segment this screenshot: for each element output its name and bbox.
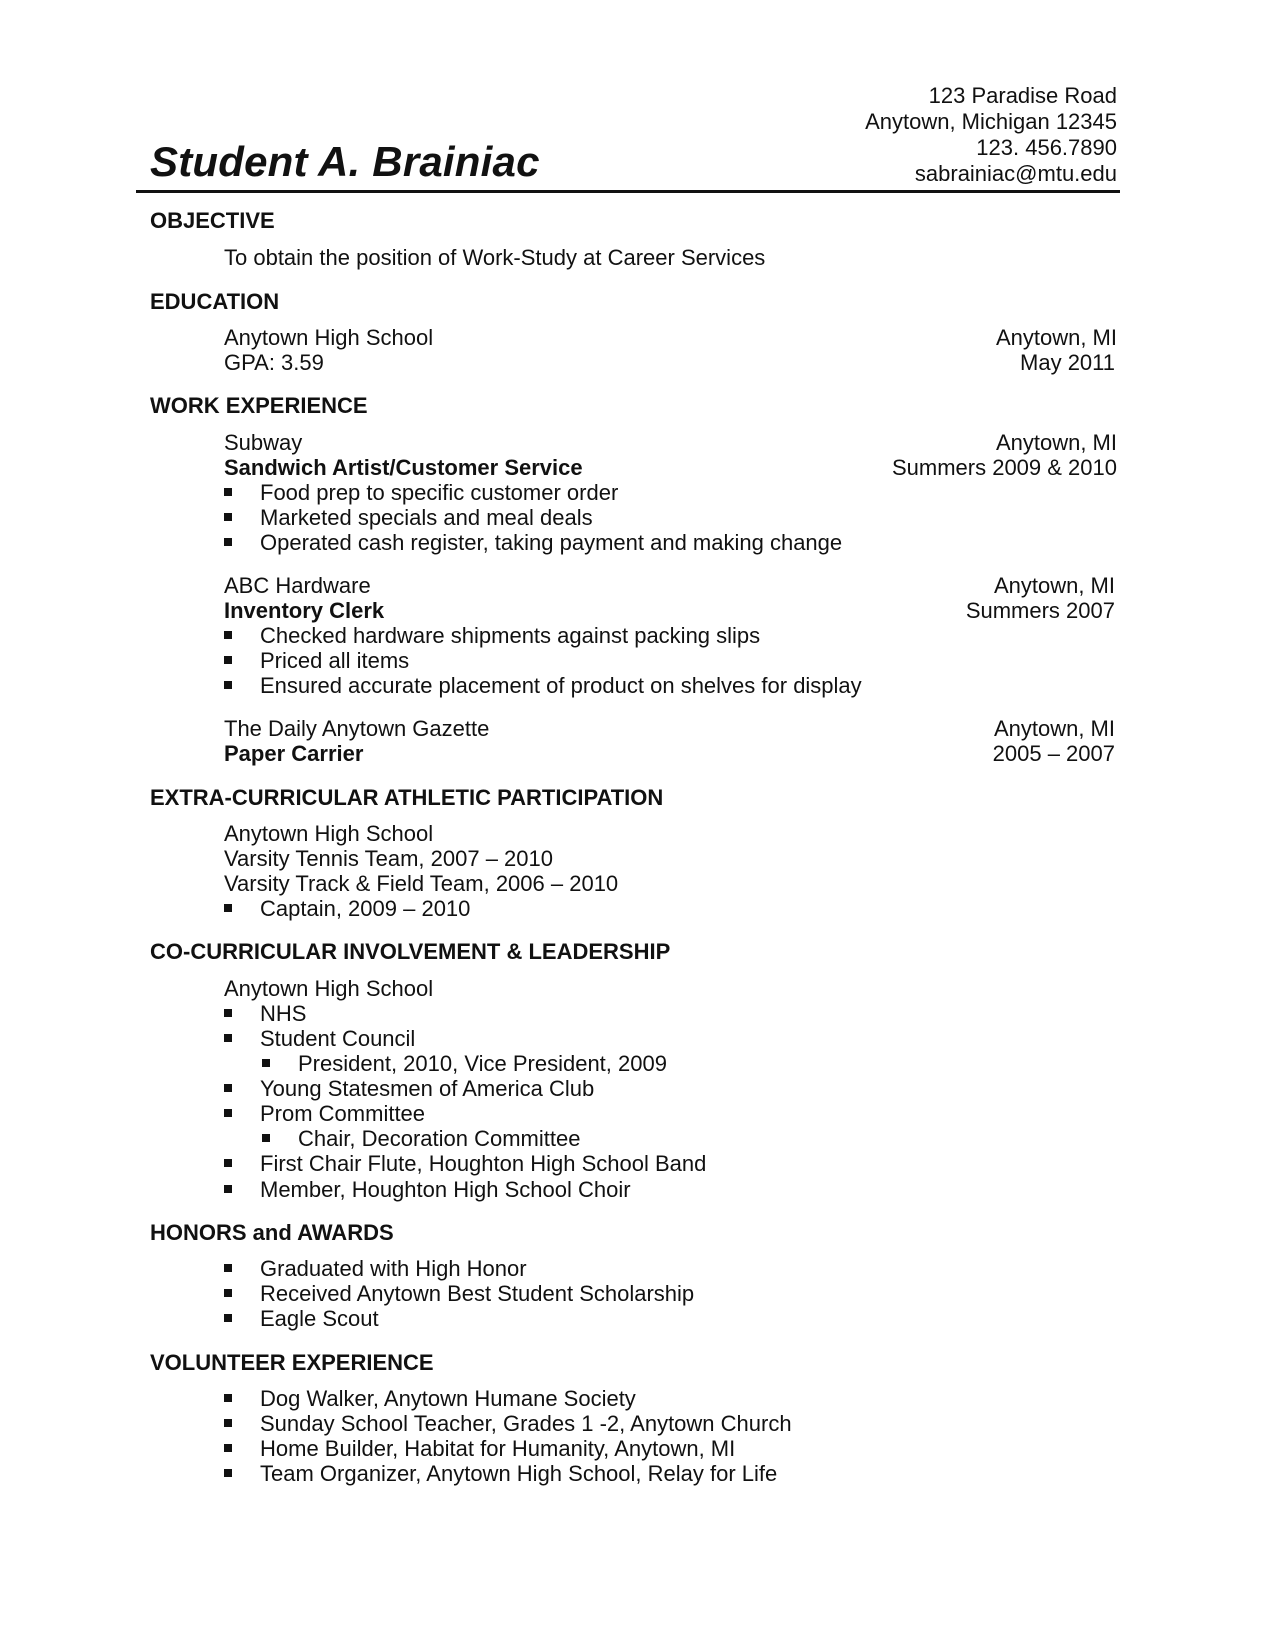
athletic-line: Anytown High School [224, 821, 434, 846]
list-item: Student Council [224, 1026, 415, 1052]
job-location: Anytown, MI [993, 573, 1115, 598]
email-address: sabrainiac@mtu.edu [914, 161, 1117, 186]
bullet-icon [224, 1084, 232, 1092]
bullet-icon [224, 904, 232, 912]
list-item: Prom Committee [224, 1101, 425, 1127]
job-location: Anytown, MI [995, 430, 1117, 455]
list-item: Checked hardware shipments against packing slips [224, 623, 760, 649]
bullet-icon [224, 631, 232, 639]
bullet-icon [224, 1159, 232, 1167]
address-line-2: Anytown, Michigan 12345 [865, 109, 1117, 134]
list-item: Received Anytown Best Student Scholarship [224, 1281, 694, 1307]
bullet-icon [224, 1264, 232, 1272]
bullet-icon [224, 1469, 232, 1477]
list-item: Chair, Decoration Committee [262, 1126, 580, 1152]
list-item: Young Statesmen of America Club [224, 1076, 594, 1102]
job-employer: Subway [224, 430, 303, 455]
address-line-1: 123 Paradise Road [928, 83, 1117, 108]
bullet-icon [224, 1289, 232, 1297]
list-item: Captain, 2009 – 2010 [224, 896, 470, 922]
list-item: Marketed specials and meal deals [224, 505, 593, 531]
job-role: Paper Carrier [224, 741, 364, 766]
bullet-icon [262, 1134, 270, 1142]
education-heading: EDUCATION [150, 289, 280, 314]
bullet-icon [224, 1314, 232, 1322]
bullet-icon [224, 1394, 232, 1402]
athletic-heading: EXTRA-CURRICULAR ATHLETIC PARTICIPATION [150, 785, 664, 810]
list-item: Ensured accurate placement of product on shelves for display [224, 673, 862, 699]
education-gpa: GPA: 3.59 [224, 350, 324, 375]
list-item: Team Organizer, Anytown High School, Relay for Life [224, 1461, 777, 1487]
athletic-line: Varsity Tennis Team, 2007 – 2010 [224, 846, 553, 871]
list-item: Member, Houghton High School Choir [224, 1177, 631, 1203]
objective-text: To obtain the position of Work-Study at Career Services [224, 245, 766, 270]
list-item: Home Builder, Habitat for Humanity, Anytown, MI [224, 1436, 735, 1462]
list-item: First Chair Flute, Houghton High School Band [224, 1151, 706, 1177]
bullet-icon [224, 656, 232, 664]
job-role: Inventory Clerk [224, 598, 385, 623]
job-employer: The Daily Anytown Gazette [224, 716, 490, 741]
bullet-icon [224, 681, 232, 689]
list-item: Sunday School Teacher, Grades 1 -2, Anytown Church [224, 1411, 792, 1437]
job-dates: Summers 2007 [965, 598, 1115, 623]
bullet-icon [224, 538, 232, 546]
athletic-line: Varsity Track & Field Team, 2006 – 2010 [224, 871, 619, 896]
work-heading: WORK EXPERIENCE [150, 393, 368, 418]
list-item: Operated cash register, taking payment and making change [224, 530, 842, 556]
list-item: Eagle Scout [224, 1306, 379, 1332]
education-date: May 2011 [1020, 350, 1115, 375]
list-item: Priced all items [224, 648, 409, 674]
bullet-icon [224, 1009, 232, 1017]
bullet-icon [224, 1444, 232, 1452]
phone-number: 123. 456.7890 [976, 135, 1117, 160]
candidate-name: Student A. Brainiac [150, 138, 540, 185]
job-dates: Summers 2009 & 2010 [891, 455, 1117, 480]
contact-block [865, 83, 1117, 187]
objective-heading: OBJECTIVE [150, 208, 275, 233]
job-employer: ABC Hardware [224, 573, 371, 598]
list-item: President, 2010, Vice President, 2009 [262, 1051, 667, 1077]
bullet-icon [224, 513, 232, 521]
job-location: Anytown, MI [993, 716, 1115, 741]
bullet-icon [224, 1185, 232, 1193]
bullet-icon [224, 1419, 232, 1427]
header-divider [136, 190, 1120, 193]
bullet-icon [224, 1109, 232, 1117]
education-location: Anytown, MI [995, 325, 1117, 350]
list-item: Graduated with High Honor [224, 1256, 527, 1282]
education-school: Anytown High School [224, 325, 434, 350]
list-item: Dog Walker, Anytown Humane Society [224, 1386, 636, 1412]
bullet-icon [224, 1034, 232, 1042]
list-item: Food prep to specific customer order [224, 480, 618, 506]
honors-heading: HONORS and AWARDS [150, 1220, 394, 1245]
cocurricular-school: Anytown High School [224, 976, 434, 1001]
job-dates: 2005 – 2007 [992, 741, 1115, 766]
cocurricular-heading: CO-CURRICULAR INVOLVEMENT & LEADERSHIP [150, 939, 671, 964]
list-item: NHS [224, 1001, 306, 1027]
bullet-icon [224, 488, 232, 496]
job-role: Sandwich Artist/Customer Service [224, 455, 583, 480]
bullet-icon [262, 1059, 270, 1067]
volunteer-heading: VOLUNTEER EXPERIENCE [150, 1350, 434, 1375]
